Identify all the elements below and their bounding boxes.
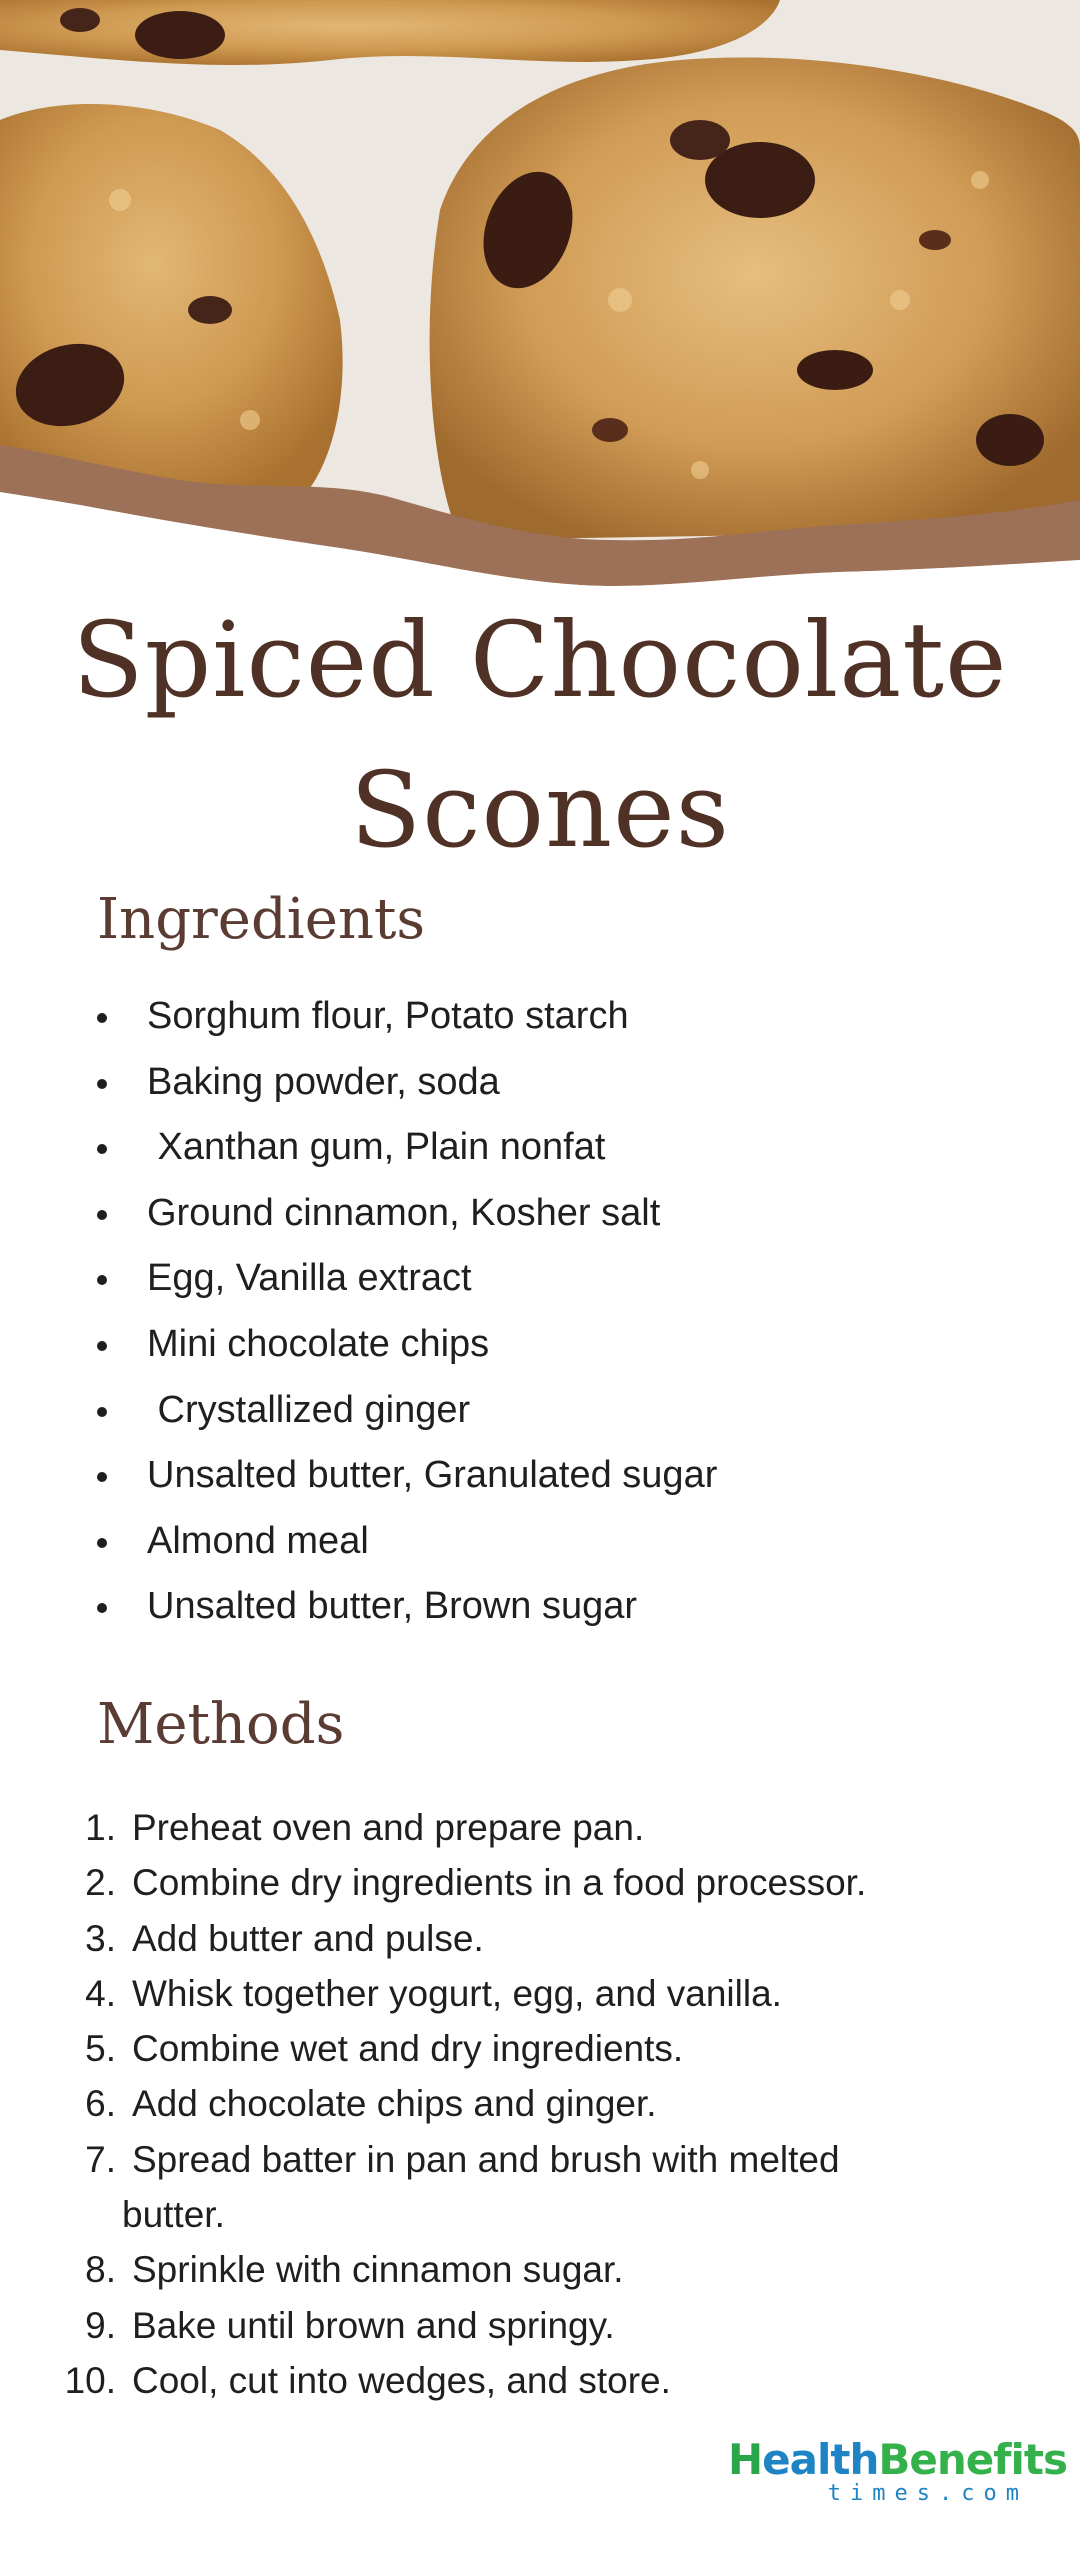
list-item: Unsalted butter, Granulated sugar [95, 1443, 717, 1509]
logo-subtitle: times.com [827, 2481, 1028, 2506]
recipe-title [0, 585, 1080, 885]
list-item: Sorghum flour, Potato starch [95, 984, 717, 1050]
method-step: 2. Combine dry ingredients in a food processor. [85, 1862, 867, 1904]
bullet-icon [97, 1079, 107, 1089]
ingredients-heading: Ingredients [97, 887, 426, 952]
method-step: 1. Preheat oven and prepare pan. [85, 1807, 645, 1848]
method-step: 7. Spread batter in pan and brush with melted butter. [85, 2138, 840, 2236]
bullet-icon [97, 1472, 107, 1482]
method-step: 5. Combine wet and dry ingredients. [85, 2028, 684, 2070]
list-item: Egg, Vanilla extract [95, 1246, 717, 1312]
method-step: 9. Bake until brown and springy. [85, 2304, 615, 2346]
method-step: 3. Add butter and pulse. [85, 1917, 484, 1959]
bullet-icon [97, 1210, 107, 1220]
list-item: Baking powder, soda [95, 1050, 717, 1116]
method-step: 6. Add chocolate chips and ginger. [85, 2083, 657, 2125]
method-step: 10. Cool, cut into wedges, and store. [64, 2359, 671, 2401]
logo-wordmark: HealthBenefits [728, 2435, 1067, 2484]
methods-list [56, 1800, 1016, 2408]
title-line-1: Spiced Chocolate [72, 599, 1008, 721]
bullet-icon [97, 1275, 107, 1285]
list-item: Unsalted butter, Brown sugar [95, 1574, 717, 1640]
method-step: 4. Whisk together yogurt, egg, and vanilla. [85, 1972, 782, 2014]
list-item: Xanthan gum, Plain nonfat [95, 1115, 717, 1181]
method-step: 8. Sprinkle with cinnamon sugar. [85, 2249, 624, 2291]
bullet-icon [97, 1538, 107, 1548]
ingredients-list [95, 984, 717, 1640]
bullet-icon [97, 1013, 107, 1023]
health-benefits-times-logo [728, 2435, 1067, 2506]
list-item: Crystallized ginger [95, 1378, 717, 1444]
bullet-icon [97, 1407, 107, 1417]
list-item: Almond meal [95, 1509, 717, 1575]
bullet-icon [97, 1144, 107, 1154]
bullet-icon [97, 1341, 107, 1351]
hero-photo-scones [0, 0, 1080, 600]
list-item: Ground cinnamon, Kosher salt [95, 1181, 717, 1247]
bullet-icon [97, 1603, 107, 1613]
title-line-2: Scones [349, 749, 730, 871]
list-item: Mini chocolate chips [95, 1312, 717, 1378]
methods-heading: Methods [97, 1692, 345, 1757]
